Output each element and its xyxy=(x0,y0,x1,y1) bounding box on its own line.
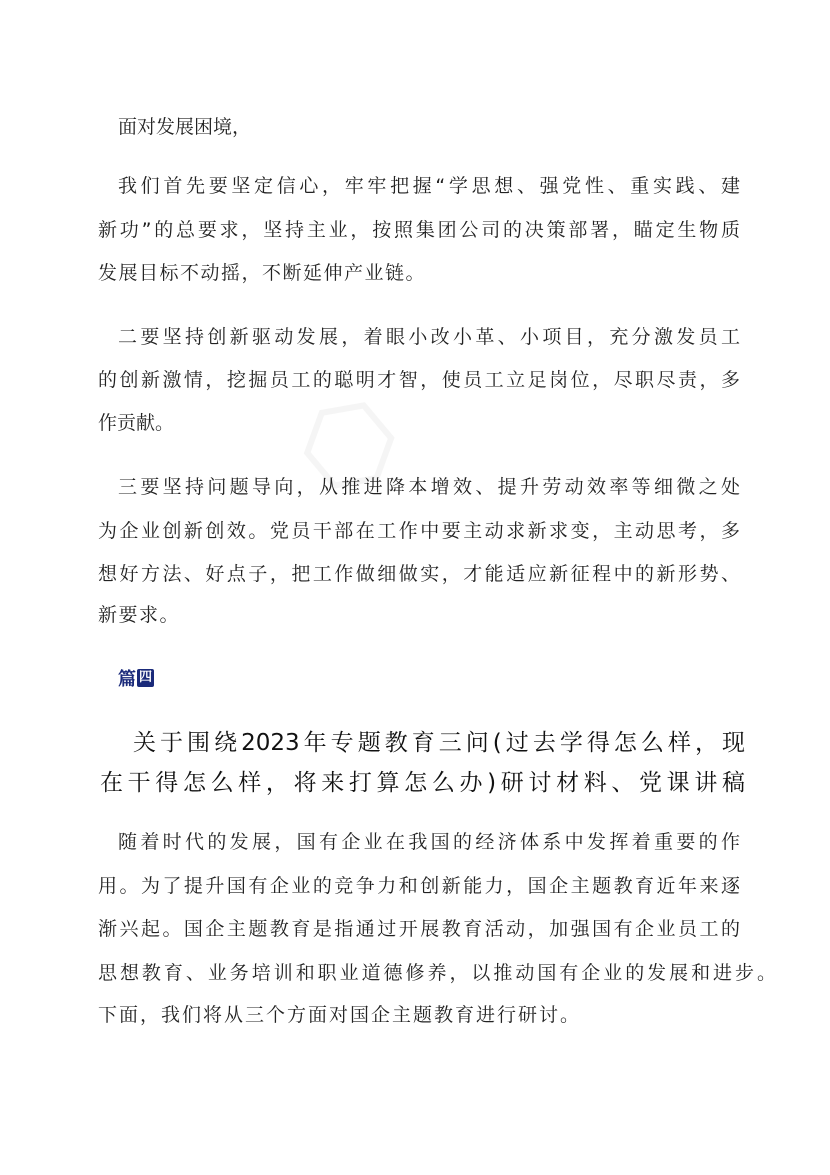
text-line: 想好方法、好点子，把工作做细做实，才能适应新征程中的新形势、 xyxy=(98,563,740,585)
part-label-number: 四 xyxy=(139,670,153,685)
text-line: 随着时代的发展，国有企业在我国的经济体系中发挥着重要的作 xyxy=(118,831,740,853)
text-line: 我们首先要坚定信心，牢牢把握“学思想、强党性、重实践、建 xyxy=(118,175,740,197)
text-line: 面对发展困境， xyxy=(118,116,252,138)
part-label xyxy=(118,665,154,691)
text-line: 三要坚持问题导向，从推进降本增效、提升劳动效率等细微之处 xyxy=(118,476,740,498)
title-line: 关于围绕2023年专题教育三问(过去学得怎么样，现 xyxy=(133,730,745,756)
text-line: 新要求。 xyxy=(98,604,181,626)
text-line: 新功”的总要求，坚持主业，按照集团公司的决策部署，瞄定生物质 xyxy=(98,219,740,241)
text-line: 下面，我们将从三个方面对国企主题教育进行研讨。 xyxy=(98,1004,582,1026)
part-label-prefix: 篇 xyxy=(118,669,136,690)
title-line: 在干得怎么样，将来打算怎么办)研讨材料、党课讲稿 xyxy=(100,770,745,796)
text-line: 为企业创新创效。党员干部在工作中要主动求新求变，主动思考，多 xyxy=(98,520,740,542)
text-line: 的创新激情，挖掘员工的聪明才智，使员工立足岗位，尽职尽责，多 xyxy=(98,369,740,391)
text-line: 思想教育、业务培训和职业道德修养，以推动国有企业的发展和进步。 xyxy=(98,962,776,984)
text-line: 渐兴起。国企主题教育是指通过开展教育活动，加强国有企业员工的 xyxy=(98,918,740,940)
text-line: 用。为了提升国有企业的竞争力和创新能力，国企主题教育近年来逐 xyxy=(98,875,740,897)
text-line: 二要坚持创新驱动发展，着眼小改小革、小项目，充分激发员工 xyxy=(118,326,740,348)
text-line: 发展目标不动摇，不断延伸产业链。 xyxy=(98,262,427,284)
text-line: 作贡献。 xyxy=(98,412,175,434)
